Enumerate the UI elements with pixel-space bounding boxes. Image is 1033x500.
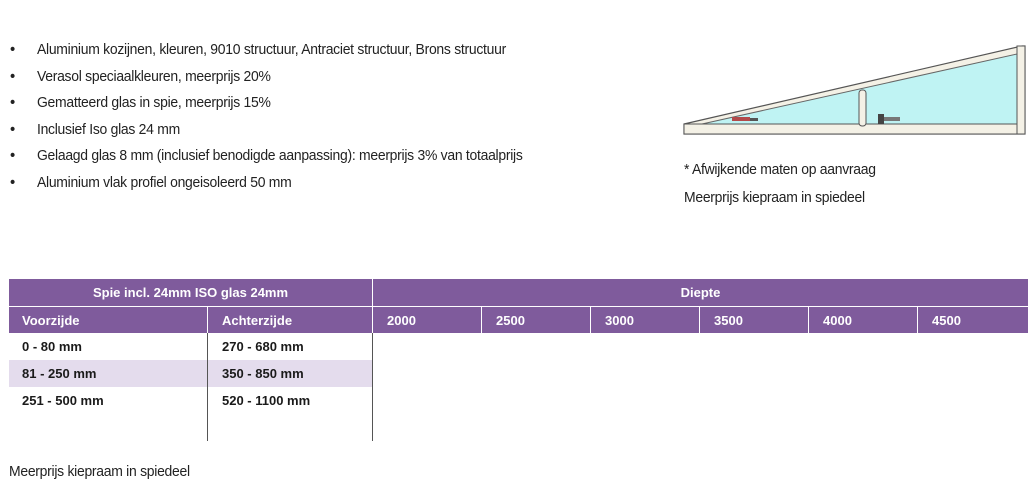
feature-list: [10, 38, 561, 198]
column-divider: [372, 279, 373, 333]
column-divider: [590, 307, 591, 333]
column-divider: [808, 307, 809, 333]
bullet-icon: •: [10, 147, 15, 165]
footer-note: Meerprijs kiepraam in spiedeel: [9, 463, 190, 480]
depth-col-header: 2000: [387, 312, 416, 328]
tilt-window-note: Meerprijs kiepraam in spiedeel: [684, 189, 865, 206]
table-row: [9, 333, 372, 360]
table-row: [9, 387, 372, 414]
front-cell: 81 - 250 mm: [22, 366, 97, 381]
custom-sizes-note: * Afwijkende maten op aanvraag: [684, 161, 876, 178]
depth-col-header: 4500: [932, 312, 961, 328]
bullet-icon: •: [10, 67, 15, 85]
col-front-header: Voorzijde: [22, 312, 80, 328]
column-divider: [481, 307, 482, 333]
back-cell: 350 - 850 mm: [222, 366, 304, 381]
depth-col-header: 3500: [714, 312, 743, 328]
bullet-icon: •: [10, 120, 15, 138]
depth-col-header: 4000: [823, 312, 852, 328]
bullet-icon: •: [10, 94, 15, 112]
feature-item: • Verasol speciaalkleuren, meerprijs 20%: [10, 65, 523, 92]
depth-header-label: Diepte: [680, 285, 721, 300]
column-divider: [207, 307, 208, 333]
depth-col-header: 3000: [605, 312, 634, 328]
feature-item: • Gematteerd glas in spie, meerprijs 15%: [10, 91, 523, 118]
wedge-window-icon: [682, 44, 1027, 140]
group-header: [9, 279, 372, 306]
column-divider: [699, 307, 700, 333]
feature-item: • Aluminium vlak profiel ongeisoleerd 50 mm: [10, 171, 523, 198]
feature-item: • Inclusief Iso glas 24 mm: [10, 118, 523, 145]
back-cell: 270 - 680 mm: [222, 339, 304, 354]
feature-item: • Aluminium kozijnen, kleuren, 9010 structuur, Antraciet structuur, Brons structuur: [10, 38, 523, 65]
depth-col-header: 2500: [496, 312, 525, 328]
col-back-header: Achterzijde: [222, 312, 293, 328]
depth-header: [373, 279, 1028, 306]
feature-item: • Gelaagd glas 8 mm (inclusief benodigde aanpassing): meerprijs 3% van totaalprijs: [10, 144, 523, 171]
back-cell: 520 - 1100 mm: [222, 393, 311, 408]
front-cell: 251 - 500 mm: [22, 393, 104, 408]
column-divider: [207, 333, 208, 441]
column-divider: [372, 333, 373, 441]
table-row: [9, 360, 372, 387]
group-header-label: Spie incl. 24mm ISO glas 24mm: [92, 285, 289, 300]
bullet-icon: •: [10, 173, 15, 191]
column-header-row: [9, 307, 1028, 333]
bullet-icon: •: [10, 41, 15, 58]
column-divider: [917, 307, 918, 333]
front-cell: 0 - 80 mm: [22, 339, 82, 354]
